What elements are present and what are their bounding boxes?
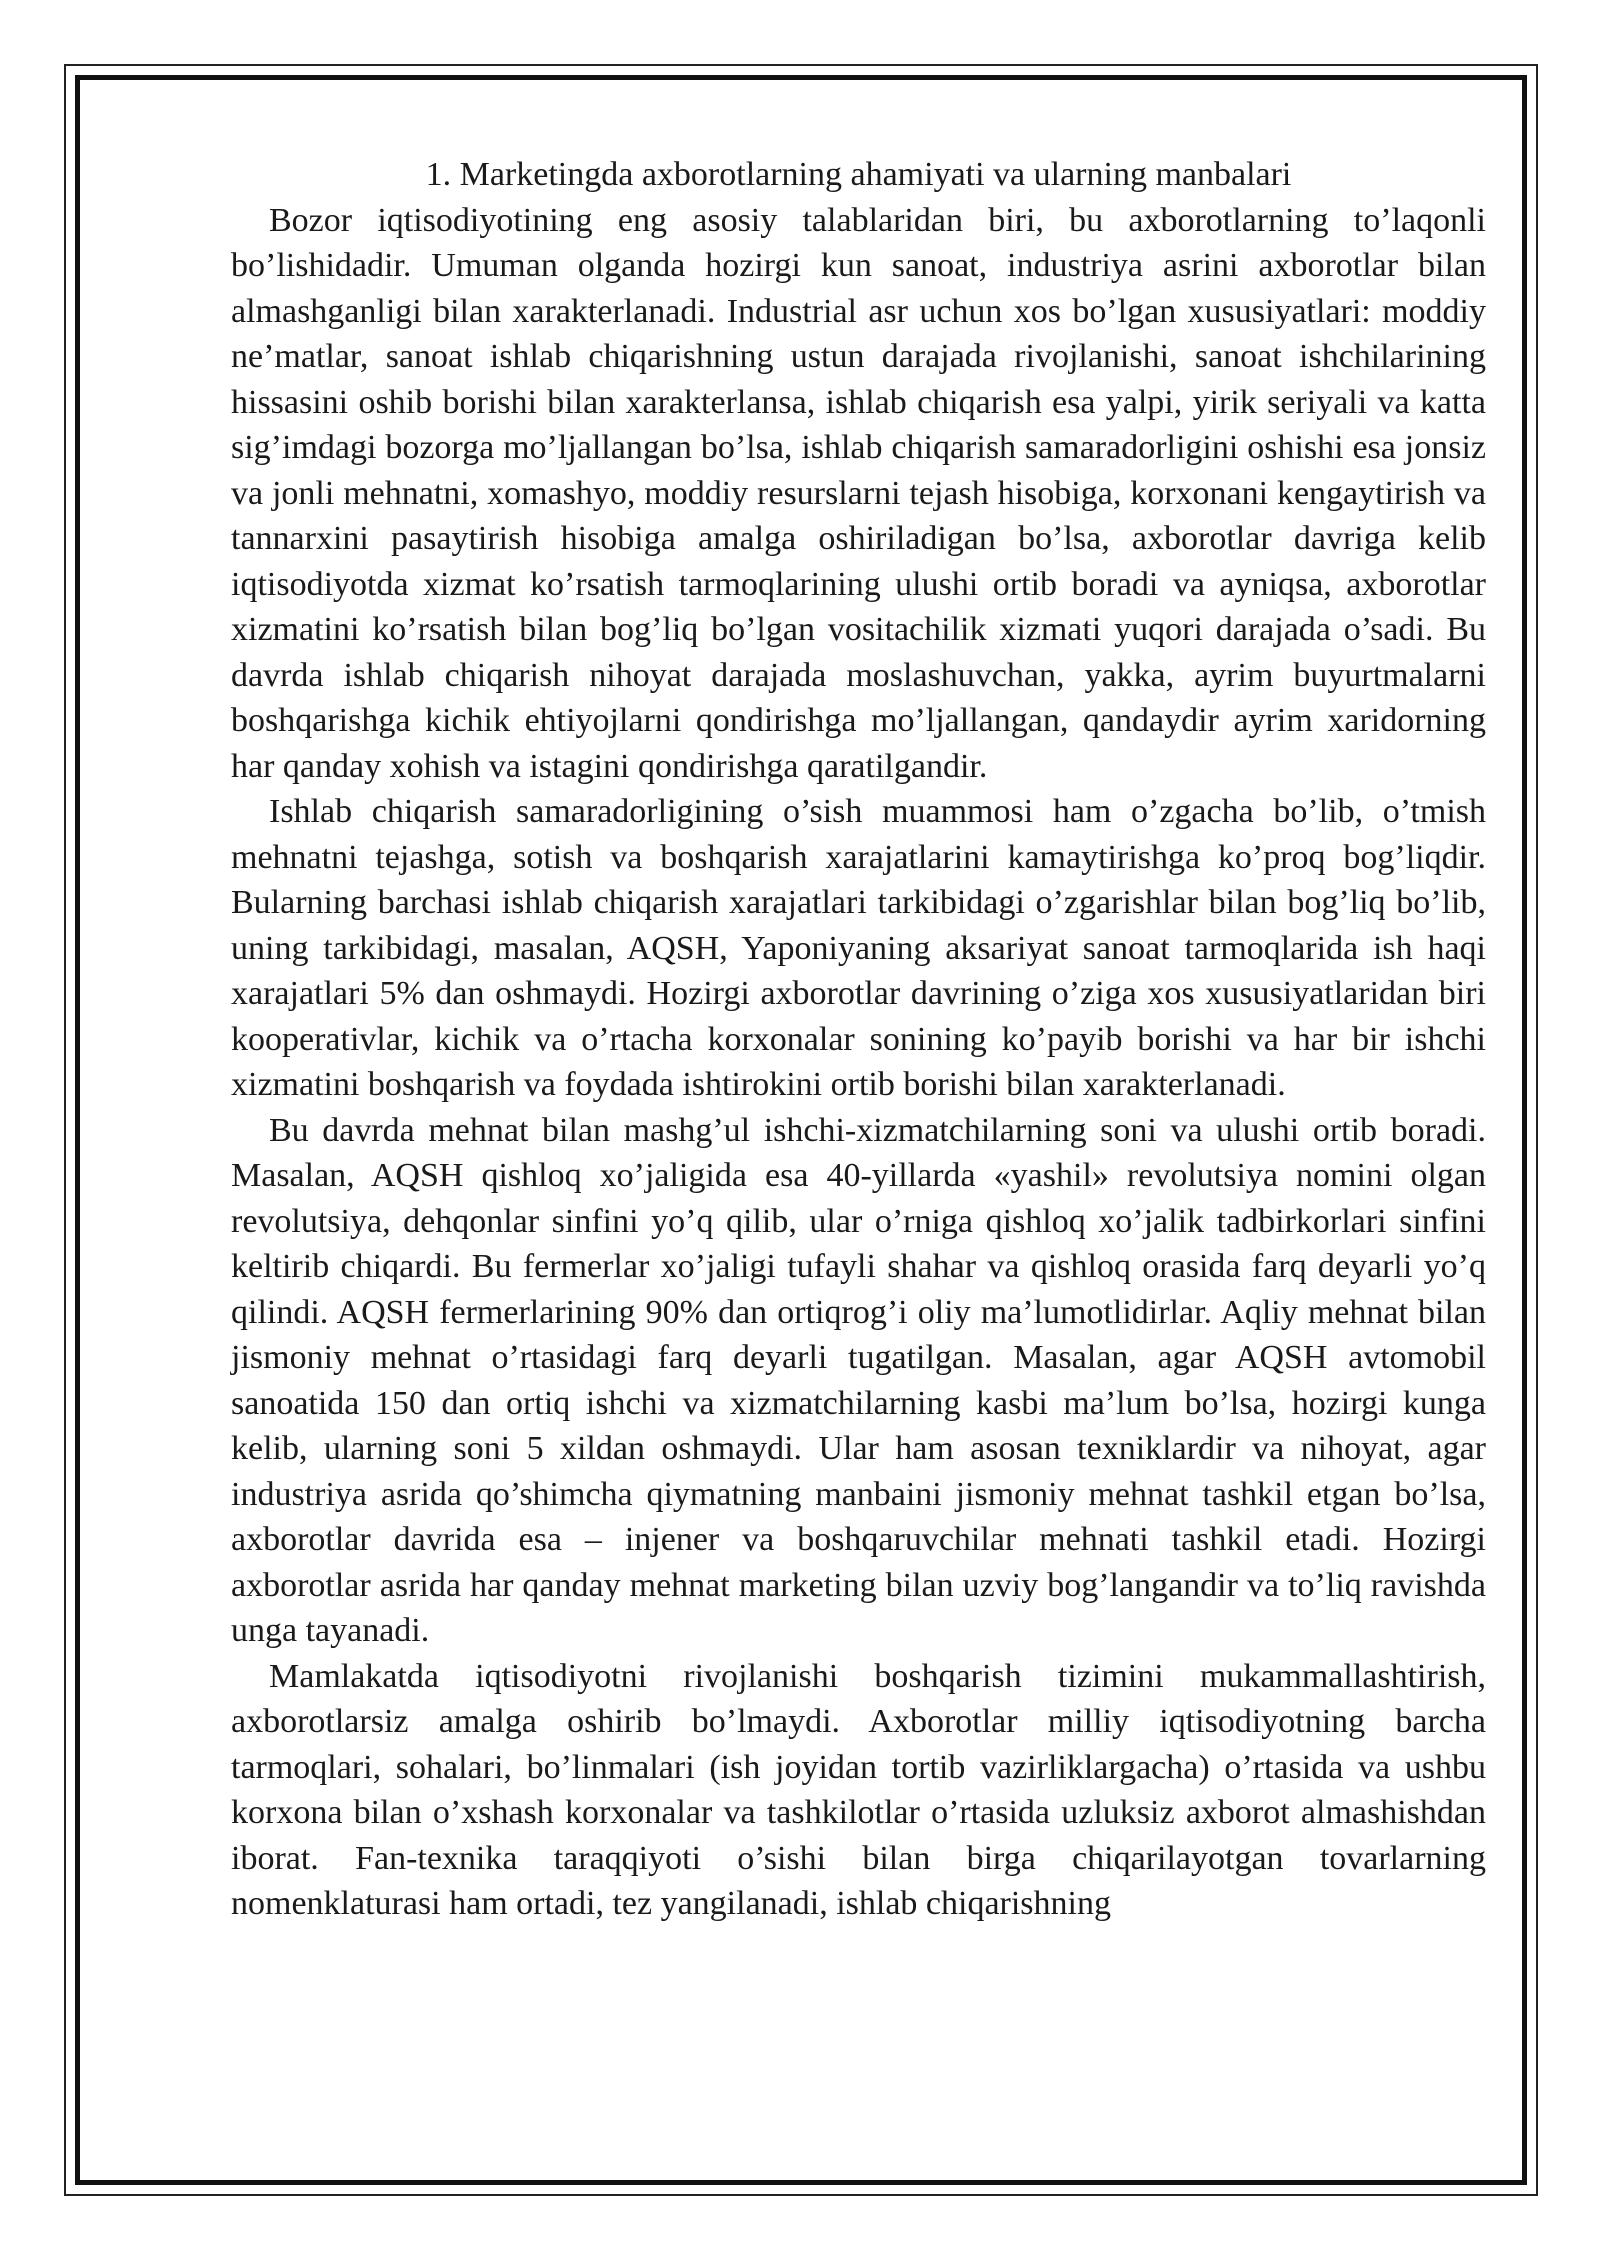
paragraph-1: Bozor iqtisodiyotining eng asosiy talablaridan biri, bu axborotlarning to’laqonli bo’lishidadir. Umuman olganda hozirgi kun sanoat, industriya asrini axborotlar bilan almashganligi bilan xarakterlanadi. Industrial asr uchun xos bo’lgan xususiyatlari: moddiy ne’matlar, sanoat ishlab chiqarishning ustun darajada rivojlanishi, sanoat ishchilarining hissasini oshib borishi bilan xarakterlansa, ishlab chiqarish esa yalpi, yirik seriyali va katta sig’imdagi bozorga mo’ljallangan bo’lsa, ishlab chiqarish samaradorligini oshishi esa jonsiz va jonli mehnatni, xomashyo, moddiy resurslarni tejash hisobiga, korxonani kengaytirish va tannarxini pasaytirish hisobiga amalga oshiriladigan bo’lsa, axborotlar davriga kelib iqtisodiyotda xizmat ko’rsatish tarmoqlarining ulushi ortib boradi va ayniqsa, axborotlar xizmatini ko’rsatish bilan bog’liq bo’lgan vositachilik xizmati yuqori darajada o’sadi. Bu davrda ishlab chiqarish nihoyat darajada moslashuvchan, yakka, ayrim buyurtmalarni boshqarishga kichik ehtiyojlarni qondirishga mo’ljallangan, qandaydir ayrim xaridorning har qanday xohish va istagini qondirishga qaratilgandir. <box>231 201 1486 785</box>
paragraph-4: Mamlakatda iqtisodiyotni rivojlanishi boshqarish tizimini mukammallashtirish, axborotlarsiz amalga oshirib bo’lmaydi. Axborotlar milliy iqtisodiyotning barcha tarmoqlari, sohalari, bo’linmalari (ish joyidan tortib vazirliklargacha) o’rtasida va ushbu korxona bilan o’xshash korxonalar va tashkilotlar o’rtasida uzluksiz axborot almashishdan iborat. Fan-texnika taraqqiyoti o’sishi bilan birga chiqarilayotgan tovarlarning nomenklaturasi ham ortadi, tez yangilanadi, ishlab chiqarishning <box>231 1657 1486 1922</box>
paragraph-2: Ishlab chiqarish samaradorligining o’sish muammosi ham o’zgacha bo’lib, o’tmish mehnatni tejashga, sotish va boshqarish xarajatlarini kamaytirishga ko’proq bog’liqdir. Bularning barchasi ishlab chiqarish xarajatlari tarkibidagi o’zgarishlar bilan bog’liq bo’lib, uning tarkibidagi, masalan, AQSH, Yaponiyaning aksariyat sanoat tarmoqlarida ish haqi xarajatlari 5% dan oshmaydi. Hozirgi axborotlar davrining o’ziga xos xususiyatlaridan biri kooperativlar, kichik va o’rtacha korxonalar sonining ko’payib borishi va har bir ishchi xizmatini boshqarish va foydada ishtirokini ortib borishi bilan xarakterlanadi. <box>231 793 1486 1103</box>
section-title: 1. Marketingda axborotlarning ahamiyati va ularning manbalari <box>425 156 1292 193</box>
document-body <box>231 152 1486 1927</box>
paragraph-3: Bu davrda mehnat bilan mashg’ul ishchi-xizmatchilarning soni va ulushi ortib boradi. Masalan, AQSH qishloq xo’jaligida esa 40-yillarda «yashil» revolutsiya nomini olgan revolutsiya, dehqonlar sinfini yo’q qilib, ular o’rniga qishloq xo’jalik tadbirkorlari sinfini keltirib chiqardi. Bu fermerlar xo’jaligi tufayli shahar va qishloq orasida farq deyarli yo’q qilindi. AQSH fermerlarining 90% dan ortiqrog’i oliy ma’lumotlidirlar. Aqliy mehnat bilan jismoniy mehnat o’rtasidagi farq deyarli tugatilgan. Masalan, agar AQSH avtomobil sanoatida 150 dan ortiq ishchi va xizmatchilarning kasbi ma’lum bo’lsa, hozirgi kunga kelib, ularning soni 5 xildan oshmaydi. Ular ham asosan texniklardir va nihoyat, agar industriya asrida qo’shimcha qiymatning manbaini jismoniy mehnat tashkil etgan bo’lsa, axborotlar davrida esa – injener va boshqaruvchilar mehnati tashkil etadi. Hozirgi axborotlar asrida har qanday mehnat marketing bilan uzviy bog’langandir va to’liq ravishda unga tayanadi. <box>231 1111 1486 1649</box>
